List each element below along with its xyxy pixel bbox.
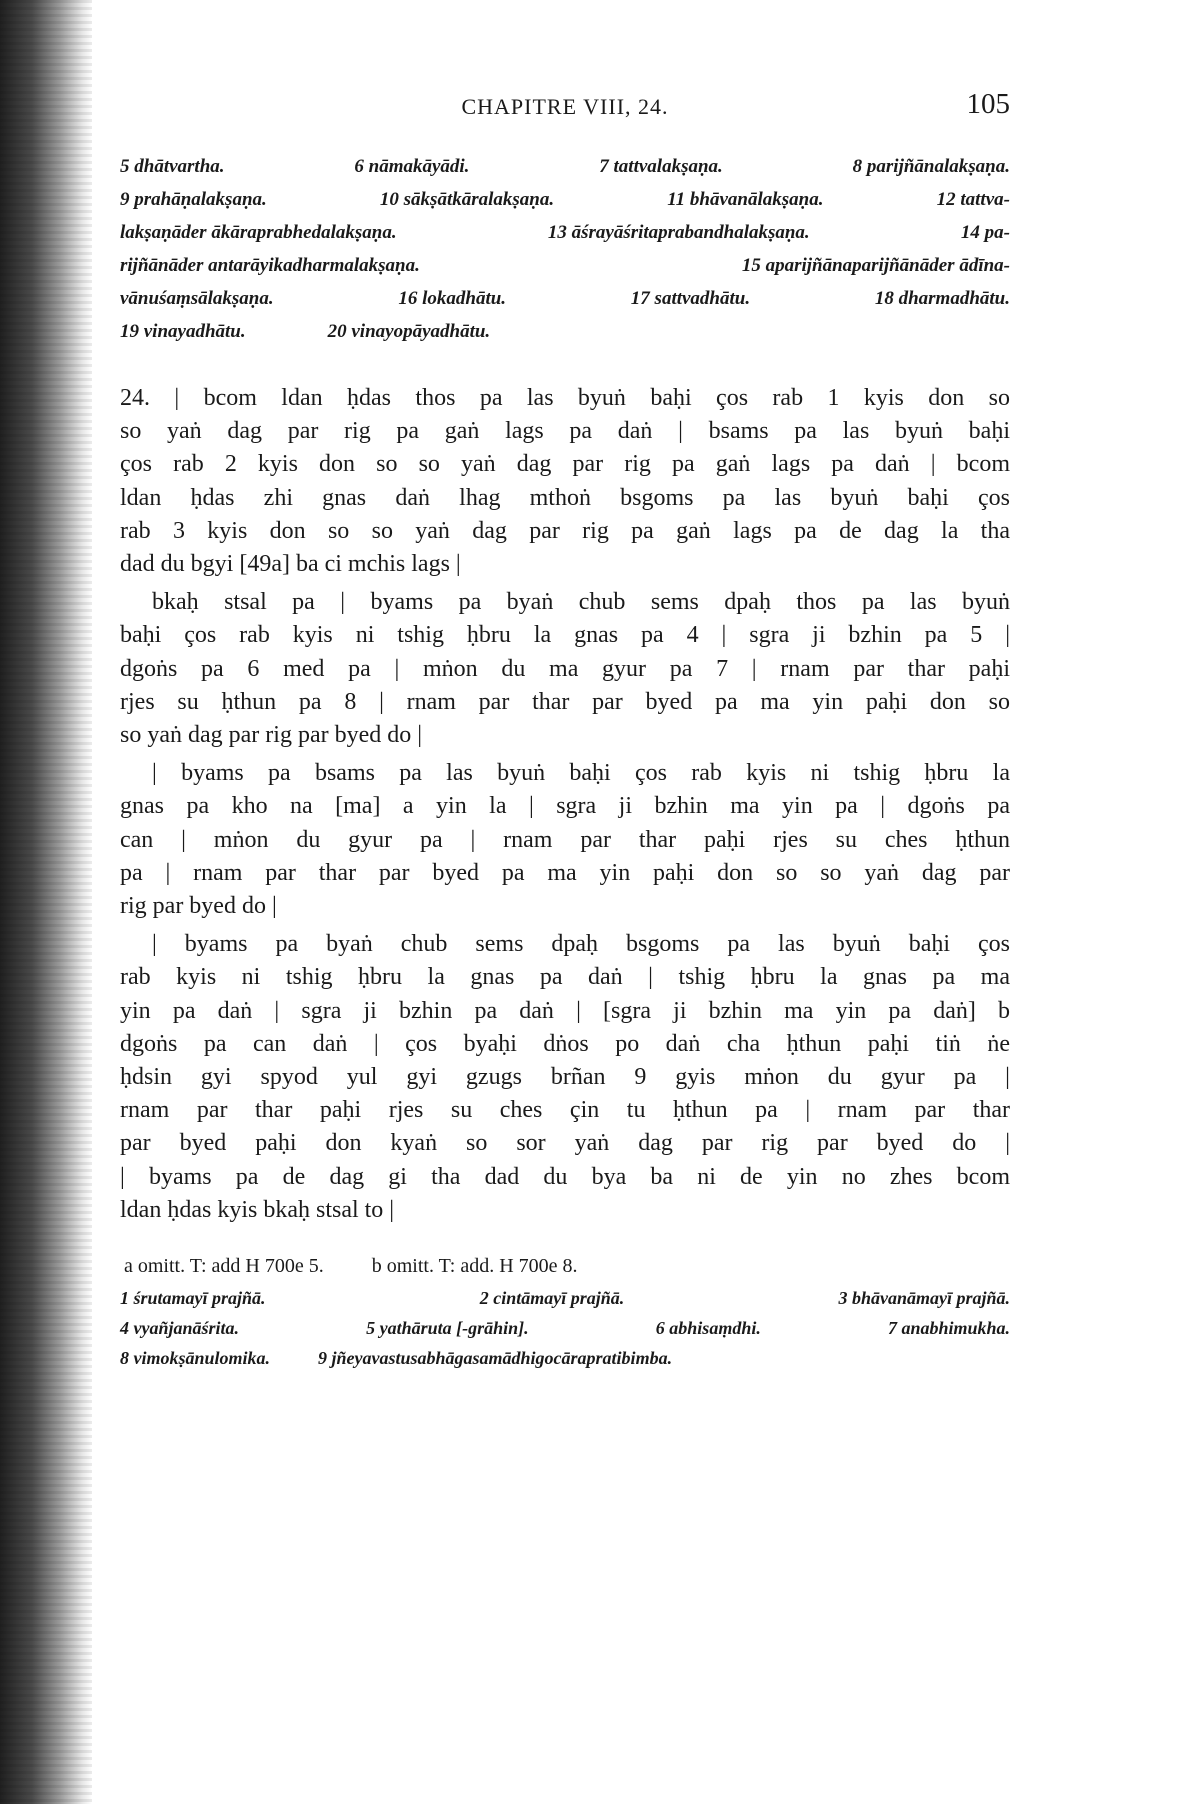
text-line: rab kyis ni tshig ḥbru la gnas pa daṅ | tshig ḥbru la gnas pa ma	[120, 964, 1010, 991]
page-number: 105	[966, 88, 1010, 120]
footnote: 5 yathāruta [-grāhin].	[366, 1318, 529, 1339]
note-line	[120, 183, 1010, 216]
footnote-line	[120, 1343, 1010, 1373]
note-item: 9 prahāṇalakṣaṇa.	[120, 189, 267, 210]
note-item: 7 tattvalakṣaṇa.	[599, 156, 723, 177]
text-line: can | mṅon du gyur pa | rnam par thar paḥi rjes su ches ḥthun	[120, 826, 1010, 853]
text-line: yin pa daṅ | sgra ji bzhin pa daṅ | [sgra ji bzhin ma yin pa daṅ] b	[120, 997, 1010, 1024]
text-line: rig par byed do |	[120, 893, 277, 920]
text-line: ḥdsin gyi spyod yul gyi gzugs brñan 9 gyis mṅon du gyur pa |	[120, 1064, 1010, 1091]
note-item: 8 parijñānalakṣaṇa.	[852, 156, 1010, 177]
note-item: 5 dhātvartha.	[120, 156, 225, 177]
variant-note: a omitt. T: add H 700e 5.	[124, 1255, 324, 1278]
main-text	[120, 382, 1010, 1227]
text-line: | byams pa byaṅ chub sems dpaḥ bsgoms pa las byuṅ baḥi ços	[152, 931, 1010, 958]
note-item: 10 sākṣātkāralakṣaṇa.	[379, 189, 555, 210]
note-item: 20 vinayopāyadhātu.	[327, 321, 491, 342]
text-line: baḥi ços rab kyis ni tshig ḥbru la gnas pa 4 | sgra ji bzhin pa 5 |	[120, 622, 1010, 649]
note-item: 15 aparijñānaparijñānāder ādīna-	[741, 255, 1010, 276]
text-line: | byams pa bsams pa las byuṅ baḥi ços rab kyis ni tshig ḥbru la	[152, 760, 1010, 787]
page	[120, 88, 1010, 1373]
footnote: 7 anabhimukha.	[887, 1318, 1010, 1339]
paragraph	[120, 382, 1010, 581]
note-item: rijñānāder antarāyikadharmalakṣaṇa.	[120, 255, 420, 276]
footnote: 4 vyañjanāśrita.	[120, 1318, 240, 1339]
note-item: 12 tattva-	[936, 189, 1010, 210]
chapter-title: CHAPITRE VIII, 24.	[461, 94, 669, 119]
paragraph	[120, 757, 1010, 923]
text-line: rnam par thar paḥi rjes su ches çin tu ḥthun pa | rnam par thar	[120, 1097, 1010, 1124]
text-line: rjes su ḥthun pa 8 | rnam par thar par byed pa ma yin paḥi don so	[120, 688, 1010, 715]
note-line	[120, 150, 1010, 183]
variant-note: b omitt. T: add. H 700e 8.	[371, 1255, 578, 1278]
footnote-line	[120, 1313, 1010, 1343]
text-line: so yaṅ dag par rig par byed do |	[120, 722, 423, 749]
text-line: rab 3 kyis don so so yaṅ dag par rig pa gaṅ lags pa de dag la tha	[120, 517, 1010, 544]
text-line: dgoṅs pa can daṅ | ços byaḥi dṅos po daṅ cha ḥthun paḥi tiṅ ṅe	[120, 1030, 1010, 1057]
text-line: gnas pa kho na [ma] a yin la | sgra ji bzhin ma yin pa | dgoṅs pa	[120, 793, 1010, 820]
note-item: 13 āśrayāśritaprabandhalakṣaṇa.	[547, 222, 810, 243]
footnote: 9 jñeyavastusabhāgasamādhigocārapratibimba.	[318, 1348, 673, 1369]
bottom-notes	[120, 1249, 1010, 1373]
text-line: par byed paḥi don kyaṅ so sor yaṅ dag par rig par byed do |	[120, 1130, 1010, 1157]
text-line: dad du bgyi [49a] ba ci mchis lags |	[120, 551, 461, 578]
note-item: 11 bhāvanālakṣaṇa.	[667, 189, 824, 210]
footnote: 3 bhāvanāmayī prajñā.	[838, 1288, 1010, 1309]
variant-notes	[120, 1249, 1010, 1283]
running-head	[120, 88, 1010, 132]
text-line: 24. | bcom ldan ḥdas thos pa las byuṅ baḥi ços rab 1 kyis don so	[120, 385, 1010, 411]
note-item: 14 pa-	[960, 222, 1010, 243]
note-item: 17 sattvadhātu.	[630, 288, 751, 309]
note-item: 16 lokadhātu.	[398, 288, 507, 309]
top-notes	[120, 150, 1010, 348]
text-line: dgoṅs pa 6 med pa | mṅon du ma gyur pa 7 | rnam par thar paḥi	[120, 655, 1010, 682]
note-item: lakṣaṇāder ākāraprabhedalakṣaṇa.	[120, 222, 397, 243]
paragraph	[120, 928, 1010, 1227]
book-spine-shadow	[0, 0, 92, 1804]
text-line: ços rab 2 kyis don so so yaṅ dag par rig pa gaṅ lags pa daṅ | bcom	[120, 451, 1010, 478]
footnote: 8 vimokṣānulomika.	[120, 1348, 271, 1369]
footnote-line	[120, 1283, 1010, 1313]
text-line: bkaḥ stsal pa | byams pa byaṅ chub sems dpaḥ thos pa las byuṅ	[152, 589, 1010, 616]
text-line: | byams pa de dag gi tha dad du bya ba ni de yin no zhes bcom	[120, 1163, 1010, 1190]
note-line	[120, 315, 1010, 348]
note-line	[120, 249, 1010, 282]
note-item: vānuśaṃsālakṣaṇa.	[120, 288, 274, 309]
text-line: ldan ḥdas zhi gnas daṅ lhag mthoṅ bsgoms pa las byuṅ baḥi ços	[120, 484, 1010, 511]
note-line	[120, 216, 1010, 249]
text-line: ldan ḥdas kyis bkaḥ stsal to |	[120, 1196, 395, 1223]
footnote: 2 cintāmayī prajñā.	[479, 1288, 625, 1309]
footnote: 6 abhisaṃdhi.	[655, 1318, 761, 1339]
note-item: 18 dharmadhātu.	[874, 288, 1010, 309]
note-line	[120, 282, 1010, 315]
text-line: so yaṅ dag par rig pa gaṅ lags pa daṅ | bsams pa las byuṅ baḥi	[120, 418, 1010, 445]
note-item: 19 vinayadhātu.	[120, 321, 246, 342]
text-line: pa | rnam par thar par byed pa ma yin paḥi don so so yaṅ dag par	[120, 859, 1010, 886]
paragraph	[120, 586, 1010, 752]
note-item: 6 nāmakāyādi.	[354, 156, 470, 177]
footnote: 1 śrutamayī prajñā.	[120, 1288, 266, 1309]
